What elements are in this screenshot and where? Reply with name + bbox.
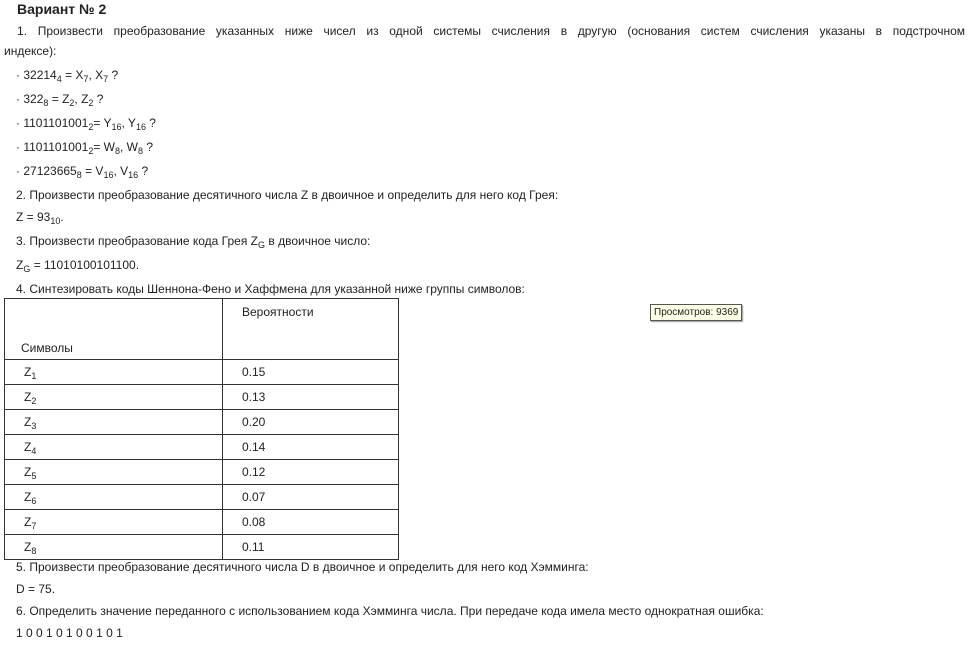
table-row	[5, 410, 399, 435]
task1-item: · $1101101001_2= W_8$, $W_8$ ?	[16, 140, 154, 156]
task1-text-cont: индексе):	[4, 44, 57, 58]
table-row	[5, 510, 399, 535]
table-row	[5, 460, 399, 485]
table-row	[5, 435, 399, 460]
table-header-row	[5, 299, 399, 360]
task6-value: 1 0 0 1 0 1 0 0 1 0 1	[16, 626, 123, 640]
task6-text: 6. Определить значение переданного с использованием кода Хэмминга числа. При передаче кода имела место однократная ошибка:	[16, 604, 764, 618]
symbol-cell: $Z_2$	[5, 385, 223, 410]
task4-text: 4. Синтезировать коды Шеннона-Фено и Хаффмена для указанной ниже группы символов:	[16, 282, 525, 296]
probability-cell: 0.20	[223, 410, 399, 435]
table-row	[5, 385, 399, 410]
task1-item: · $32214_4 = X_7$, $X_7$ ?	[16, 68, 119, 84]
probability-cell: 0.14	[223, 435, 399, 460]
task1-item: · $322_8 = Z_2$, $Z_2$ ?	[16, 92, 104, 108]
task2-text: 2. Произвести преобразование десятичного числа Z в двоичное и определить для него код Грея:	[16, 188, 559, 202]
task3-value: $Z_G = 11010100101100$.	[16, 258, 140, 274]
symbol-cell: $Z_8$	[5, 535, 223, 560]
task5-text: 5. Произвести преобразование десятичного числа D в двоичное и определить для него код Хэмминга:	[16, 560, 589, 574]
task3-text: 3. Произвести преобразование кода Грея $Z_G$ в двоичное число:	[16, 234, 371, 250]
probability-table	[4, 298, 399, 560]
symbol-cell: $Z_4$	[5, 435, 223, 460]
table-row	[5, 360, 399, 385]
table-row	[5, 485, 399, 510]
task2-value: $Z = 93_{10}$.	[16, 210, 64, 226]
header-symbols: Символы	[5, 299, 223, 360]
task5-value: D = 75.	[16, 582, 56, 596]
variant-title: Вариант № 2	[17, 1, 107, 17]
symbol-cell: $Z_3$	[5, 410, 223, 435]
views-counter-tooltip: Просмотров: 9369	[650, 304, 742, 321]
task1-text: 1. Произвести преобразование указанных ниже чисел из одной системы счисления в другую (основания систем счисления указаны в подстрочном	[17, 24, 965, 38]
symbol-cell: $Z_5$	[5, 460, 223, 485]
task1-item: · $27123665_8 = V_{16}$, $V_{16}$ ?	[16, 164, 149, 180]
task1-item: · $1101101001_2= Y_{16}$, $Y_{16}$ ?	[16, 116, 156, 132]
symbol-cell: $Z_1$	[5, 360, 223, 385]
symbol-cell: $Z_6$	[5, 485, 223, 510]
probability-cell: 0.13	[223, 385, 399, 410]
table-row	[5, 535, 399, 560]
probability-cell: 0.12	[223, 460, 399, 485]
probability-cell: 0.08	[223, 510, 399, 535]
probability-cell: 0.15	[223, 360, 399, 385]
probability-cell: 0.11	[223, 535, 399, 560]
probability-cell: 0.07	[223, 485, 399, 510]
header-probabilities: Вероятности	[223, 299, 399, 360]
symbol-cell: $Z_7$	[5, 510, 223, 535]
